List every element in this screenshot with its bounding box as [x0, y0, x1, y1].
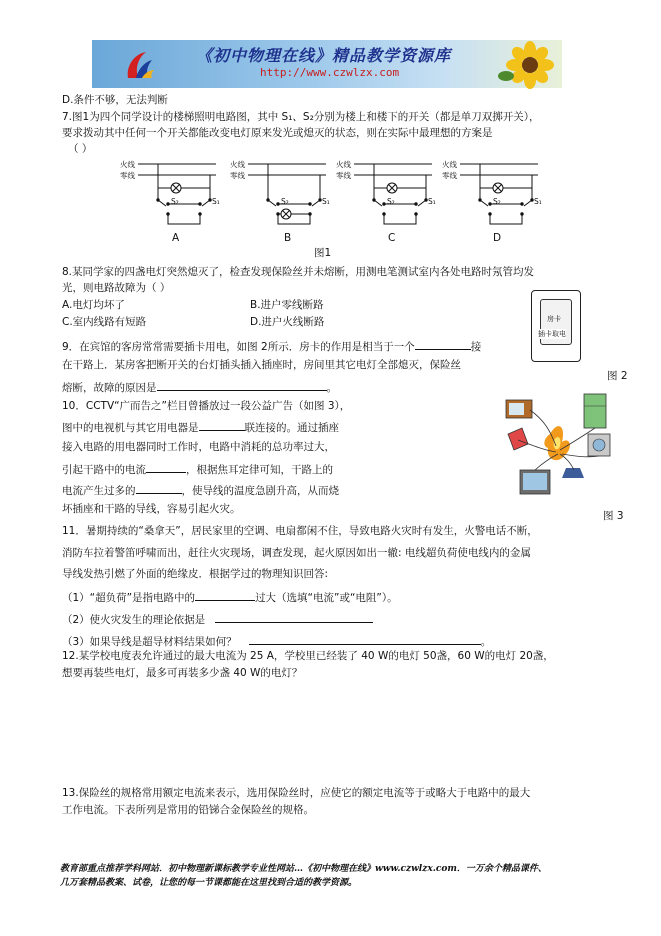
q11-line3: 导线发热引燃了外面的绝缘皮．根据学过的物理知识回答:: [62, 568, 329, 580]
option-d-line: D.条件不够，无法判断: [62, 94, 168, 106]
neutral-wire-label: 零线: [120, 171, 135, 180]
q10-line3: 接入电路的用电器同时工作时，电路中消耗的总功率过大，: [62, 441, 335, 453]
logo-icon: [122, 48, 156, 82]
figure2-caption: 图 2: [607, 370, 628, 382]
q8-option-b: B.进户零线断路: [250, 299, 324, 311]
q8-line2: 光，则电路故障为（ ）: [62, 282, 171, 294]
q9-line1: [62, 337, 481, 355]
q10-line5: [62, 481, 339, 499]
q10-line5-text: 电流产生过多的: [62, 485, 136, 497]
page-footer: [60, 862, 620, 890]
switch-contact: [209, 199, 211, 201]
q11-blank1[interactable]: [195, 588, 255, 601]
q12-line2: 想要再装些电灯，最多可再装多少盏 40 W的电灯？: [62, 667, 303, 679]
q9-line3: [62, 378, 337, 396]
q9-line2: 在干路上．某房客把断开关的台灯插头插入插座时，房间里其它电灯全部熄灭，保险丝: [62, 359, 461, 371]
q11-part1: [62, 588, 398, 606]
banner-title: 《初中物理在线》精品教学资源库: [196, 46, 452, 65]
switch-s1-label: S₁: [212, 197, 220, 206]
card-slot-text: 插卡取电: [538, 330, 566, 338]
q10-line2-end: 联连接的。通过插座: [244, 422, 339, 434]
switch-contact: [267, 199, 269, 201]
q10-blank3[interactable]: [136, 481, 182, 494]
switch-contact: [373, 199, 375, 201]
switch-s1-label: S₁: [322, 197, 330, 206]
room-card-text: 房卡: [547, 315, 561, 323]
q9-line1-text: 9．在宾馆的客房常常需要插卡用电，如图 2所示．房卡的作用是相当于一个: [62, 341, 415, 353]
circuit-wire: [384, 214, 416, 224]
q11-part3-text: （3）如果导线是超导材料结果如何？: [62, 636, 237, 648]
q9-blank2[interactable]: [157, 378, 327, 391]
live-wire-label: 火线: [442, 160, 457, 169]
circuit-label-d: D: [493, 232, 502, 244]
switch-s2-label: S₂: [387, 197, 395, 206]
q10-line2: [62, 418, 339, 436]
q9-line3-text: 熔断，故障的原因是: [62, 382, 157, 394]
q11-line2: 消防车拉着警笛呼啸而出，赶往火灾现场，调查发现，起火原因如出一辙: 电线超负荷使电线内的金属: [62, 547, 531, 559]
q10-blank1[interactable]: [199, 418, 245, 431]
switch-s2-label: S₂: [281, 197, 289, 206]
q10-line1: 10．CCTV“广而告之”栏目曾播放过一段公益广告（如图 3），: [62, 400, 351, 412]
q12-line1: 12.某学校电度表允许通过的最大电流为 25 A，学校里已经装了 40 W的电灯 50盏，60 W的电灯 20盏，: [62, 650, 554, 662]
banner-url: http://www.czwlzx.com: [260, 66, 400, 79]
q8-line1: 8.某同学家的四盏电灯突然熄灭了，检查发现保险丝并未熔断，用测电笔测试室内各处电路时氖管均发: [62, 266, 535, 278]
q11-line1: 11．暑期持续的“桑拿天”，居民家里的空调、电扇都闲不住，导致电路火灾时有发生，火警电话不断，: [62, 525, 538, 537]
circuit-wire: [168, 214, 200, 224]
q9-blank1[interactable]: [415, 337, 471, 350]
switch-contact: [157, 199, 159, 201]
switch-s2-label: S₂: [171, 197, 179, 206]
q7-line2: 要求拨动其中任何一个开关都能改变电灯原来发光或熄灭的状态，则在实际中最理想的方案是: [62, 127, 493, 139]
q10-blank2[interactable]: [146, 460, 186, 473]
q7-line1: 7.图1为四个同学设计的楼梯照明电路图，其中 S₁、S₂分别为楼上和楼下的开关（都是单刀双掷开关），: [62, 111, 540, 123]
q13-line1: 13.保险丝的规格常用额定电流来表示，选用保险丝时，应使它的额定电流等于或略大于电路中的最大: [62, 787, 531, 799]
figure3-caption: 图 3: [603, 510, 624, 522]
circuit-label-c: C: [388, 232, 396, 244]
circuit-wire: [278, 214, 310, 224]
q11-part2-text: （2）使火灾发生的理论依据是: [62, 614, 206, 626]
q10-line2-text: 图中的电视机与其它用电器是: [62, 422, 199, 434]
switch-contact: [425, 199, 427, 201]
switch-s1-label: S₁: [534, 197, 542, 206]
switch-contact: [479, 199, 481, 201]
figure1-circuits: [118, 158, 542, 248]
q11-blank3[interactable]: [249, 632, 481, 645]
figure2-card-slot: [531, 290, 581, 362]
neutral-wire-label: 零线: [336, 171, 351, 180]
q10-line4-text: 引起干路中的电流: [62, 464, 146, 476]
q13-line2: 工作电流。下表所列是常用的铅锑合金保险丝的规格。: [62, 804, 314, 816]
neutral-wire-label: 零线: [230, 171, 245, 180]
neutral-wire-label: 零线: [442, 171, 457, 180]
q11-part1-text: （1）“超负荷”是指电路中的: [62, 592, 196, 604]
q11-period: 。: [480, 636, 492, 648]
q10-line6: 坏插座和干路的导线，容易引起火灾。: [62, 503, 241, 515]
q11-part2: [62, 610, 373, 628]
q9-period: 。: [326, 382, 337, 394]
header-banner: [92, 40, 562, 88]
figure3-illustration: [500, 390, 620, 510]
figure1-caption: 图1: [314, 247, 332, 259]
switch-contact: [319, 199, 321, 201]
circuit-wire: [490, 214, 522, 224]
q11-blank2[interactable]: [215, 610, 373, 623]
switch-s2-label: S₂: [493, 197, 501, 206]
q9-line1-end: 接: [470, 341, 482, 353]
switch-s1-label: S₁: [428, 197, 436, 206]
live-wire-label: 火线: [230, 160, 245, 169]
q10-line4: [62, 460, 333, 478]
q10-line4-end: ，根据焦耳定律可知，干路上的: [186, 464, 333, 476]
circuit-label-a: A: [172, 232, 180, 244]
live-wire-label: 火线: [120, 160, 135, 169]
q8-option-c: C.室内线路有短路: [62, 316, 147, 328]
footer-line1: 教育部重点推荐学科网站．初中物理新课标教学专业性网站…《初中物理在线》www.czwlzx.com．一万余个精品课件、: [60, 864, 547, 874]
switch-contact: [531, 199, 533, 201]
q8-option-d: D.进户火线断路: [250, 316, 325, 328]
q8-option-a: A.电灯均坏了: [62, 299, 125, 311]
q7-answer-bracket: （ ）: [68, 143, 93, 155]
footer-line2: 几万套精品教案、试卷，让您的每一节课都能在这里找到合适的教学资源。: [60, 878, 358, 888]
q10-line5-end: ，使导线的温度急剧升高，从而烧: [181, 485, 339, 497]
circuit-label-b: B: [284, 232, 292, 244]
sunflower-icon: [496, 42, 556, 88]
q11-part1-end: 过大（选填“电流”或“电阻”）。: [255, 592, 398, 604]
live-wire-label: 火线: [336, 160, 351, 169]
